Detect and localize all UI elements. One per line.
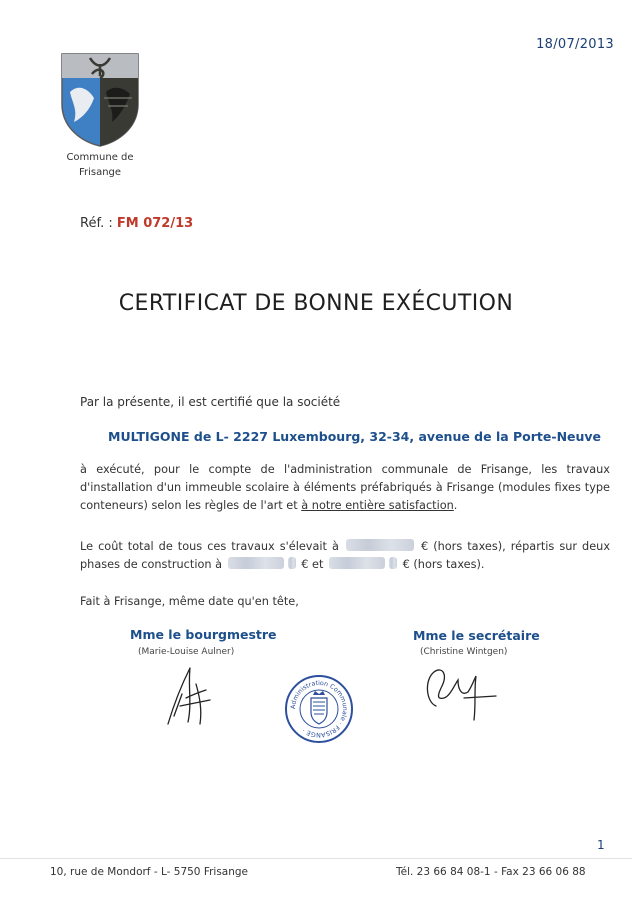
closing-line: Fait à Frisange, même date qu'en tête,: [80, 595, 299, 608]
seal-text: Administration Communale · FRISANGE ·: [289, 679, 349, 739]
redacted-amount: [346, 539, 414, 551]
cost-text-a: Le coût total de tous ces travaux s'élevait à: [80, 540, 339, 553]
redacted-amount: [389, 557, 397, 569]
municipal-seal-icon: [284, 674, 354, 744]
footer-address: 10, rue de Mondorf - L- 5750 Frisange: [50, 866, 249, 878]
mayor-signature-icon: [160, 664, 220, 728]
cost-text-c: € et: [301, 558, 324, 571]
intro-text: Par la présente, il est certifié que la société: [80, 395, 341, 409]
footer-divider: [0, 858, 632, 859]
coat-of-arms-icon: [60, 52, 140, 148]
redacted-amount: [228, 557, 284, 569]
paragraph-works-text: à exécuté, pour le compte de l'administration communale de Frisange, les travaux d'installation d'un immeuble scolaire à éléments préfabriqués à Frisange (modules fixes type conteneurs) selon les règles de l'art et: [80, 463, 610, 512]
mayor-name: (Marie-Louise Aulner): [138, 647, 235, 657]
paragraph-works-end: .: [453, 499, 458, 512]
document-date: 18/07/2013: [536, 37, 614, 52]
logo-caption: [58, 150, 142, 180]
secretary-title: Mme le secrétaire: [413, 628, 540, 643]
reference: [80, 216, 193, 231]
reference-label: Réf. :: [80, 216, 113, 231]
mayor-title: Mme le bourgmestre: [130, 627, 277, 642]
cost-text-d: € (hors taxes).: [402, 558, 485, 571]
redacted-amount: [329, 557, 385, 569]
cost-text-b: € (hors taxes), répartis sur deux phases de construction à: [80, 540, 611, 571]
document-title: CERTIFICAT DE BONNE EXÉCUTION: [118, 291, 514, 316]
page-number: 1: [597, 838, 605, 852]
secretary-name: (Christine Wintgen): [420, 647, 508, 657]
reference-number: FM 072/13: [116, 216, 194, 231]
satisfaction-underlined: à notre entière satisfaction: [301, 499, 454, 512]
secretary-signature-icon: [418, 662, 508, 722]
company-line: MULTIGONE de L- 2227 Luxembourg, 32-34, avenue de la Porte-Neuve: [108, 429, 602, 444]
footer-contact: Tél. 23 66 84 08-1 - Fax 23 66 06 88: [396, 866, 586, 878]
paragraph-works: [80, 461, 610, 515]
logo-caption-line1: Commune de: [66, 152, 134, 163]
svg-text:Administration Communale · FRI: [290, 680, 348, 738]
paragraph-cost: [80, 538, 610, 574]
logo-caption-line2: Frisange: [78, 167, 122, 178]
redacted-amount: [288, 557, 296, 569]
